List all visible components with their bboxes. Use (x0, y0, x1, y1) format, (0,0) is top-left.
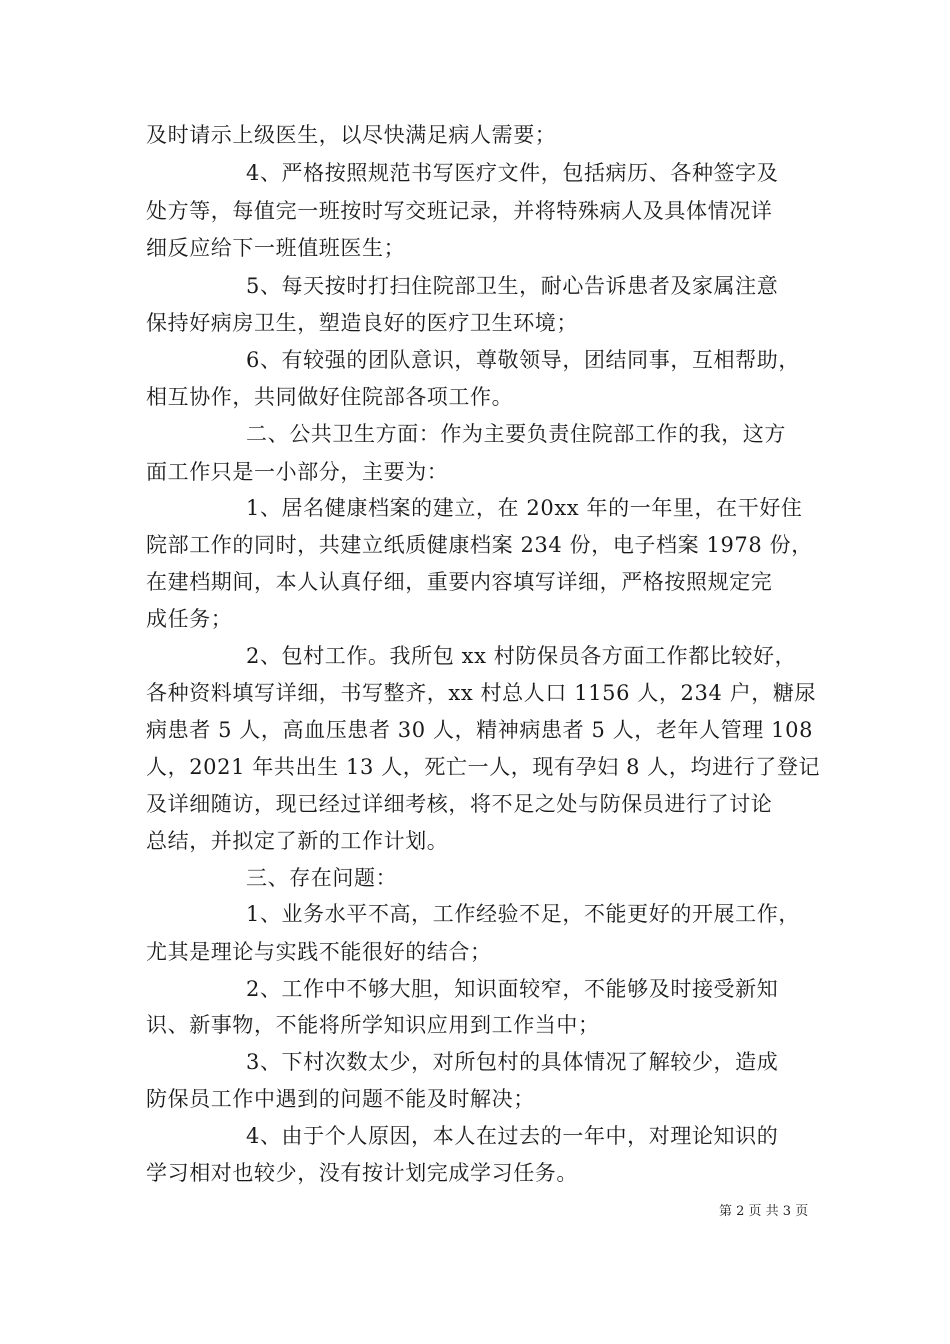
text-line: 识、新事物，不能将所学知识应用到工作当中； (146, 1013, 600, 1037)
text-line: 防保员工作中遇到的问题不能及时解决； (146, 1087, 535, 1111)
text-line: 二、公共卫生方面：作为主要负责住院部工作的我，这方 (246, 422, 786, 446)
text-line: 病患者 5 人，高血压患者 30 人，精神病患者 5 人，老年人管理 108 (146, 718, 814, 742)
text-line: 1、居名健康档案的建立，在 20xx 年的一年里，在干好住 (246, 496, 803, 520)
text-line: 相互协作，共同做好住院部各项工作。 (146, 385, 514, 409)
text-line: 1、业务水平不高，工作经验不足，不能更好的开展工作， (246, 902, 800, 926)
text-line: 及详细随访，现已经过详细考核，将不足之处与防保员进行了讨论 (146, 792, 773, 816)
text-line: 在建档期间，本人认真仔细，重要内容填写详细，严格按照规定完 (146, 570, 773, 594)
text-line: 各种资料填写详细，书写整齐，xx 村总人口 1156 人，234 户，糖尿 (146, 681, 817, 705)
text-line: 2、工作中不够大胆，知识面较窄，不能够及时接受新知 (246, 977, 779, 1001)
text-line: 细反应给下一班值班医生； (146, 236, 406, 260)
text-line: 4、严格按照规范书写医疗文件，包括病历、各种签字及 (246, 161, 779, 185)
text-line: 3、下村次数太少，对所包村的具体情况了解较少，造成 (246, 1050, 779, 1074)
text-line: 三、存在问题： (246, 866, 398, 890)
text-line: 及时请示上级医生，以尽快满足病人需要； (146, 123, 557, 147)
text-line: 处方等，每值完一班按时写交班记录，并将特殊病人及具体情况详 (146, 199, 773, 223)
text-line: 尤其是理论与实践不能很好的结合； (146, 940, 492, 964)
text-line: 学习相对也较少，没有按计划完成学习任务。 (146, 1161, 578, 1185)
text-line: 4、由于个人原因，本人在过去的一年中，对理论知识的 (246, 1124, 779, 1148)
text-line: 5、每天按时打扫住院部卫生，耐心告诉患者及家属注意 (246, 274, 779, 298)
text-line: 总结，并拟定了新的工作计划。 (146, 829, 449, 853)
page-number-footer: 第 2 页 共 3 页 (719, 1204, 809, 1219)
text-line: 2、包村工作。我所包 xx 村防保员各方面工作都比较好， (246, 644, 797, 668)
text-line: 6、有较强的团队意识，尊敬领导，团结同事，互相帮助， (246, 348, 800, 372)
text-line: 成任务； (146, 607, 233, 631)
text-line: 人，2021 年共出生 13 人，死亡一人，现有孕妇 8 人，均进行了登记 (146, 755, 821, 779)
text-line: 院部工作的同时，共建立纸质健康档案 234 份，电子档案 1978 份， (146, 533, 813, 557)
text-line: 保持好病房卫生，塑造良好的医疗卫生环境； (146, 311, 578, 335)
text-line: 面工作只是一小部分，主要为： (146, 460, 449, 484)
